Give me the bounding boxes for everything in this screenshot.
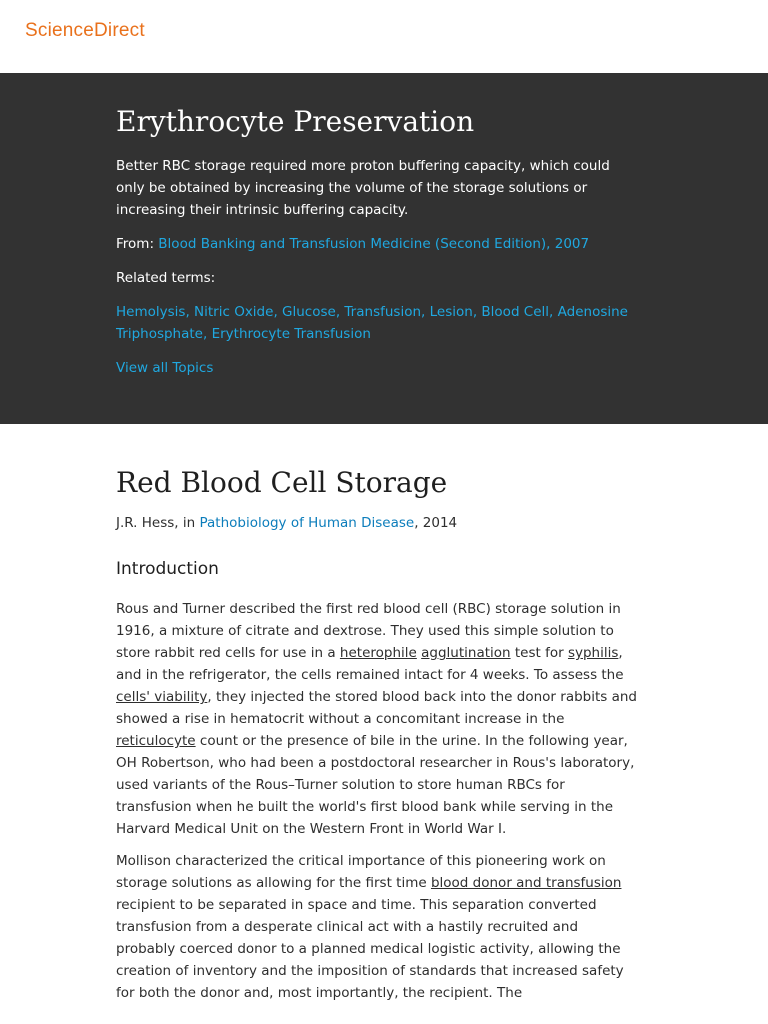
related-term-link[interactable]: Adenosine Triphosphate <box>116 304 628 342</box>
view-all-topics-link[interactable]: View all Topics <box>116 360 214 376</box>
paragraph-1: Rous and Turner described the first red blood cell (RBC) storage solution in 1916, a mixture of citrate and dextrose. They used this simple solution to store rabbit red cells for use in a heterophile agglutination test for syphilis, and in the refrigerator, the cells remained intact for 4 weeks. To assess the cells' viability, they injected the stored blood back into the donor rabbits and showed a rise in hematocrit without a concomitant increase in the reticulocyte count or the presence of bile in the urine. In the following year, OH Robertson, who had been a postdoctoral researcher in Rous's laboratory, used variants of the Rous–Turner solution to store human RBCs for transfusion when he built the world's first blood bank while serving in the Harvard Medical Unit on the Western Front in World War I. <box>116 601 637 837</box>
topic-summary-content <box>116 103 641 379</box>
source-book-link[interactable]: Blood Banking and Transfusion Medicine (Second Edition), 2007 <box>158 236 590 252</box>
byline-source-link[interactable]: Pathobiology of Human Disease <box>199 515 415 531</box>
term-link-syphilis[interactable]: syphilis <box>567 645 619 661</box>
article-byline <box>116 512 641 534</box>
top-bar <box>0 0 768 73</box>
topic-title: Erythrocyte Preservation <box>116 105 475 138</box>
sciencedirect-logo[interactable]: ScienceDirect <box>25 20 145 41</box>
article-content <box>0 424 641 1004</box>
view-all-topics <box>116 357 641 379</box>
related-term-link[interactable]: Nitric Oxide <box>194 304 274 320</box>
byline-author: J.R. Hess, in <box>116 515 200 531</box>
related-term-link[interactable]: Glucose <box>282 304 336 320</box>
from-label: From: <box>116 236 159 252</box>
related-term-link[interactable]: Hemolysis <box>116 304 186 320</box>
related-term-link[interactable]: Transfusion <box>344 304 422 320</box>
related-term-link[interactable]: Lesion <box>429 304 473 320</box>
section-title: Introduction <box>116 559 219 579</box>
term-link-reticulocyte[interactable]: reticulocyte <box>116 733 196 749</box>
topic-summary: Better RBC storage required more proton buffering capacity, which could only be obtained by increasing the volume of the storage solutions or increasing their intrinsic buffering capacity. <box>116 158 610 218</box>
term-link-agglutination[interactable]: agglutination <box>421 645 511 661</box>
topic-summary-panel <box>0 73 768 424</box>
article-title: Red Blood Cell Storage <box>116 466 448 499</box>
related-term-link[interactable]: Erythrocyte Transfusion <box>211 326 371 342</box>
related-terms-list: Hemolysis, Nitric Oxide, Glucose, Transfusion, Lesion, Blood Cell, Adenosine Triphosphate, Erythrocyte Transfusion <box>116 304 628 342</box>
topic-source <box>116 233 641 255</box>
related-term-link[interactable]: Blood Cell <box>481 304 550 320</box>
term-link-cells-viability[interactable]: cells' viability <box>116 689 208 705</box>
paragraph-2: Mollison characterized the critical importance of this pioneering work on storage solutions as allowing for the first time blood donor and transfusion recipient to be separated in space and time. This separation converted transfusion from a desperate clinical act with a hastily recruited and probably coerced donor to a planned medical logistic activity, allowing the creation of inventory and the imposition of standards that increased safety for both the donor and, most importantly, the recipient. The <box>116 853 624 1001</box>
term-link-heterophile[interactable]: heterophile <box>339 645 417 661</box>
related-terms-label: Related terms: <box>116 270 216 286</box>
byline-year: , 2014 <box>414 515 458 531</box>
term-link-blood-donor-transfusion[interactable]: blood donor and transfusion <box>430 875 622 891</box>
